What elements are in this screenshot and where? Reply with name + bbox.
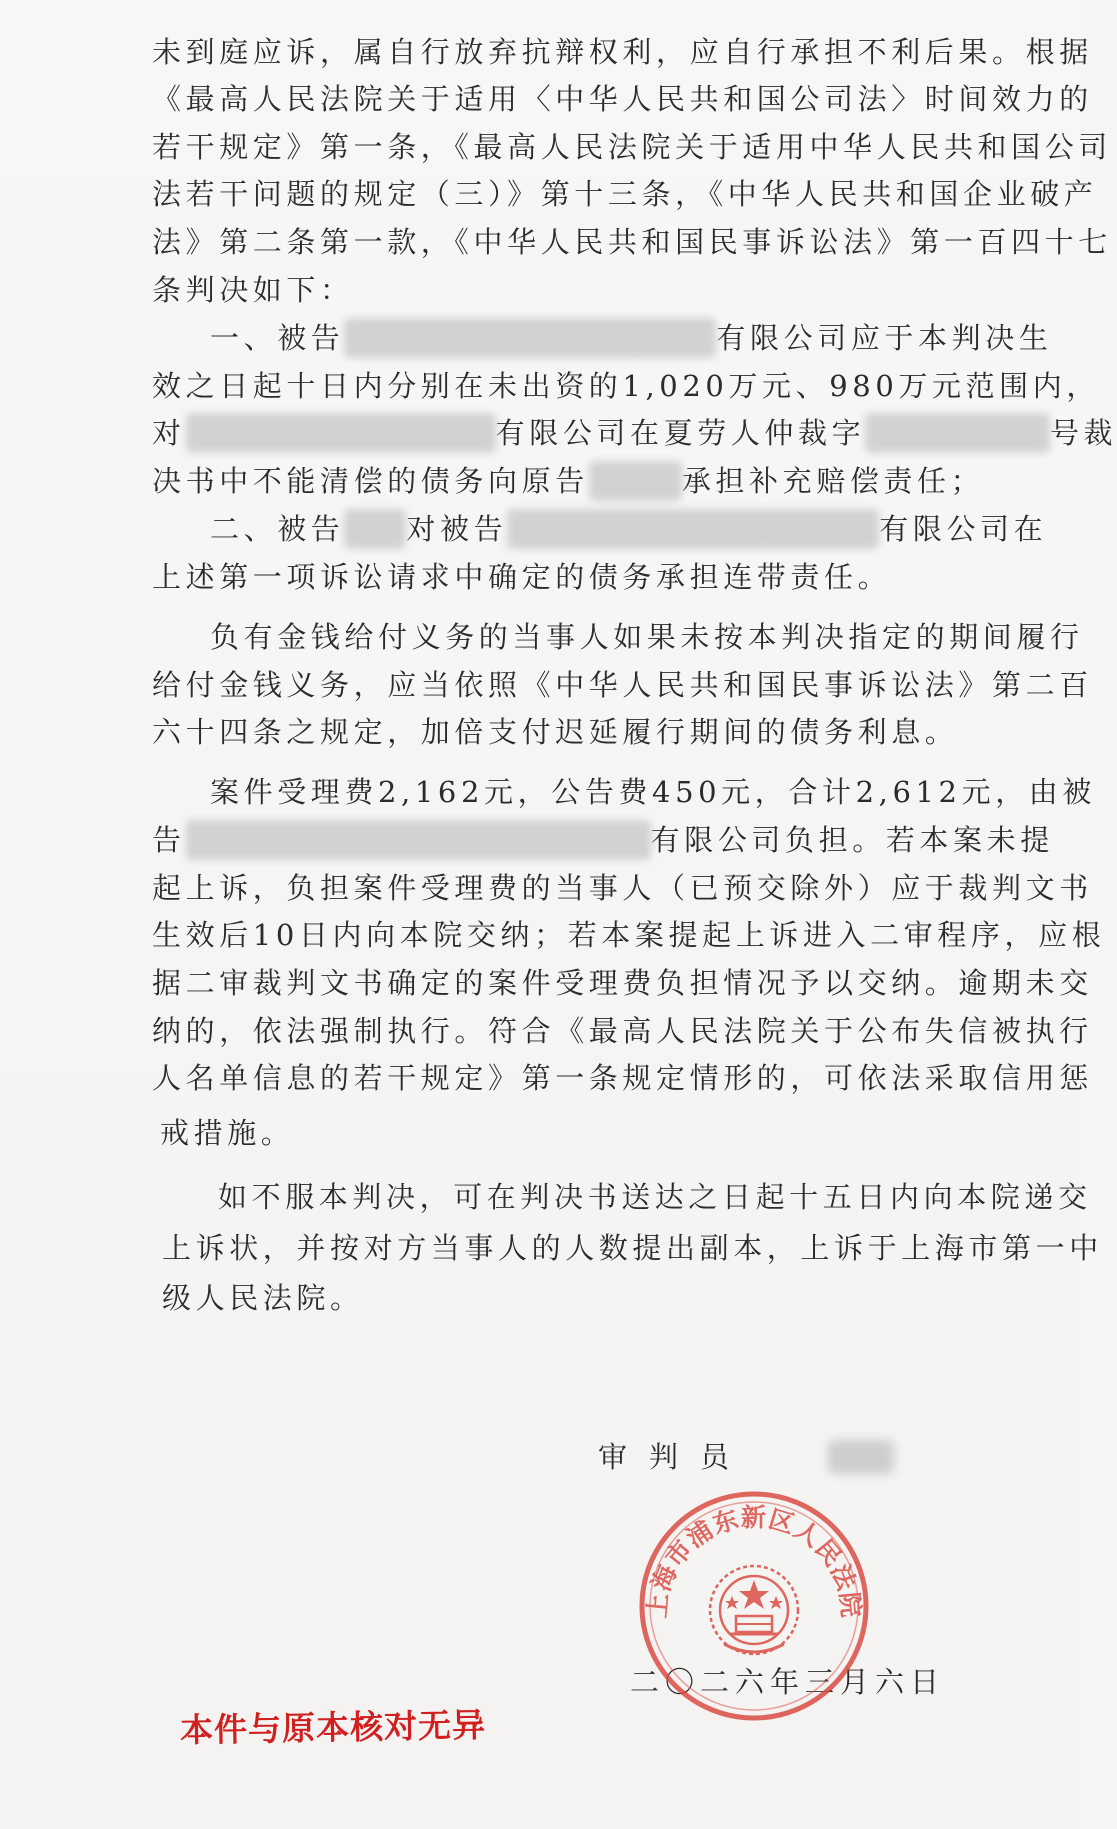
text-line [152, 461, 984, 501]
text-line: 起上诉，负担案件受理费的当事人（已预交除外）应于裁判文书 [152, 871, 1093, 905]
court-seal-icon [636, 1488, 872, 1724]
text-line: 六十四条之规定，加倍支付迟延履行期间的债务利息。 [152, 715, 959, 749]
text-line: 上诉状，并按对方当事人的人数提出副本，上诉于上海市第一中 [162, 1231, 1103, 1265]
text-line: 法若干问题的规定（三）》第十三条，《中华人民共和国企业破产 [152, 177, 1098, 211]
text-segment: 号裁 [1049, 416, 1117, 450]
text-segment: 决书中不能清偿的债务向原告 [152, 464, 589, 498]
text-line: 上述第一项诉讼请求中确定的债务承担连带责任。 [152, 560, 892, 594]
text-segment: 一、被告 [210, 321, 345, 355]
text-line: 若干规定》第一条，《最高人民法院关于适用中华人民共和国公司 [152, 130, 1112, 164]
text-line: 如不服本判决，可在判决书送达之日起十五日内向本院递交 [218, 1180, 1092, 1214]
redacted-name [344, 509, 406, 549]
text-segment: 对被告 [406, 512, 508, 546]
text-line [152, 820, 1054, 860]
seal-text: 上海市浦东新区人民法院 [642, 1503, 866, 1620]
svg-text:上海市浦东新区人民法院 [642, 1503, 865, 1619]
text-segment: 承担补充赔偿责任； [681, 464, 985, 498]
text-segment: 有限公司在夏劳人仲裁字 [495, 416, 866, 450]
text-line: 据二审裁判文书确定的案件受理费负担情况予以交纳。逾期未交 [152, 966, 1093, 1000]
text-segment: 有限公司应于本判决生 [716, 321, 1053, 355]
redacted-name [186, 820, 651, 860]
text-line: 生效后10日内向本院交纳；若本案提起上诉进入二审程序，应根 [152, 918, 1106, 952]
text-line: 条判决如下： [152, 273, 354, 307]
redacted-name [344, 318, 716, 358]
text-segment: 告 [152, 823, 186, 857]
text-line: 戒措施。 [160, 1116, 295, 1150]
text-segment: 有限公司负担。若本案未提 [650, 823, 1054, 857]
text-segment: 二、被告 [210, 512, 345, 546]
judgment-item-1 [210, 318, 1052, 358]
text-segment: 有限公司在 [879, 512, 1048, 546]
text-line: 级人民法院。 [162, 1281, 364, 1315]
text-line: 案件受理费2,162元，公告费450元，合计2,612元，由被 [210, 775, 1096, 809]
text-line: 《最高人民法院关于适用〈中华人民共和国公司法〉时间效力的 [152, 82, 1093, 116]
redacted-name [589, 461, 682, 501]
text-line: 负有金钱给付义务的当事人如果未按本判决指定的期间履行 [210, 620, 1084, 654]
text-line: 效之日起十日内分别在未出资的1,020万元、980万元范围内， [152, 369, 1100, 403]
certification-stamp: 本件与原本核对无异 [179, 1705, 487, 1750]
text-line: 未到庭应诉，属自行放弃抗辩权利，应自行承担不利后果。根据 [152, 35, 1093, 69]
redacted-judge-name [828, 1440, 894, 1474]
text-line: 给付金钱义务，应当依照《中华人民共和国民事诉讼法》第二百 [152, 668, 1093, 702]
judgment-date: 二〇二六年三月六日 [630, 1665, 946, 1699]
redacted-name [507, 509, 879, 549]
text-line: 人名单信息的若干规定》第一条规定情形的，可依法采取信用惩 [152, 1061, 1093, 1095]
text-segment: 对 [152, 416, 186, 450]
text-line: 纳的，依法强制执行。符合《最高人民法院关于公布失信被执行 [152, 1014, 1093, 1048]
judge-label: 审判员 [598, 1440, 752, 1474]
redacted-name [186, 413, 496, 453]
redacted-case-number [865, 413, 1050, 453]
judgment-item-2 [210, 509, 1047, 549]
text-line [152, 413, 1117, 453]
text-line: 法》第二条第一款，《中华人民共和国民事诉讼法》第一百四十七 [152, 225, 1112, 259]
